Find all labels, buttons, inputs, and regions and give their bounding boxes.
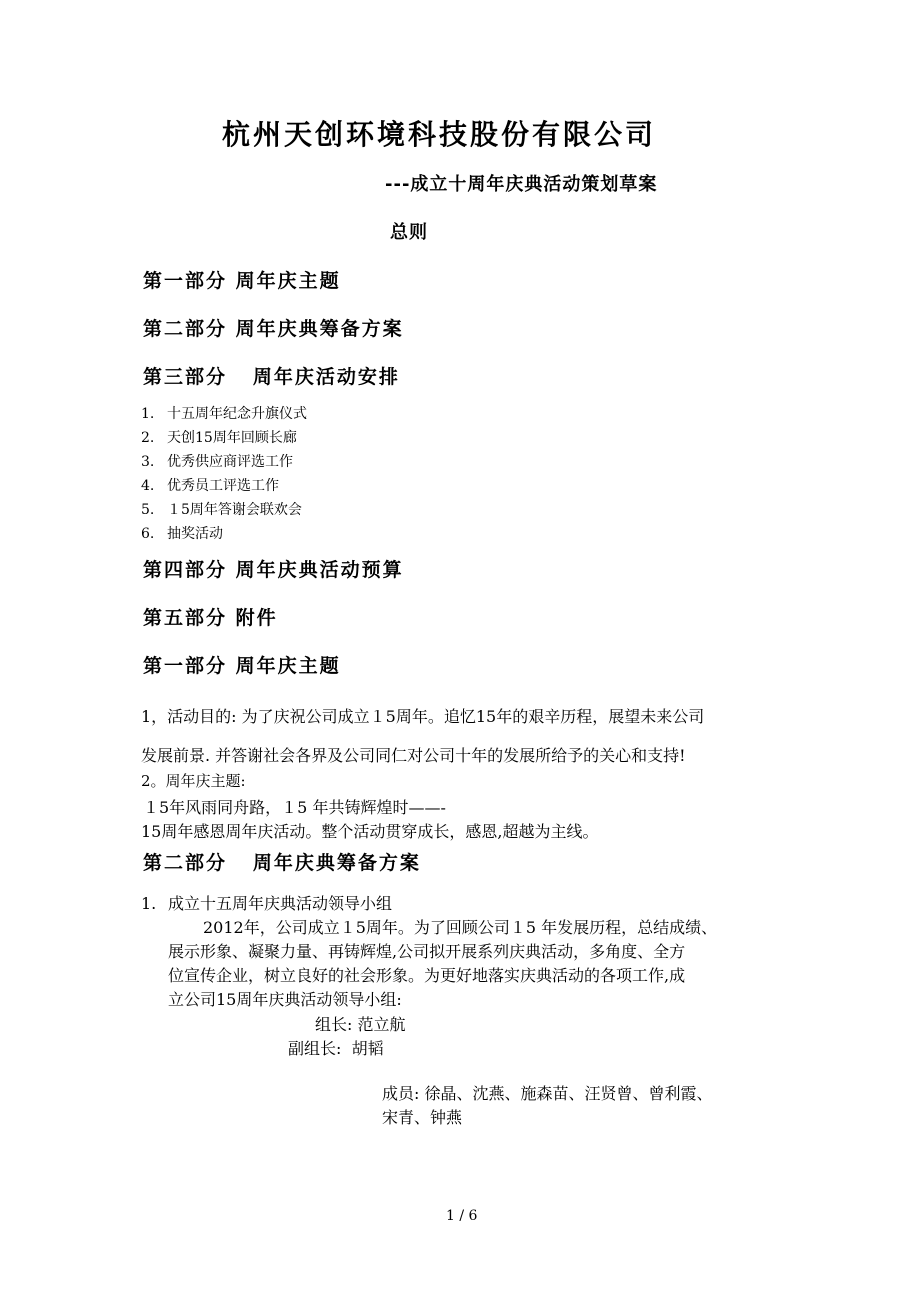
list-item-text: 优秀供应商评选工作: [167, 454, 293, 470]
list-item-number: 3.: [141, 454, 155, 470]
list-item-text: 抽奖活动: [167, 526, 223, 542]
list-item-number: 1.: [141, 406, 155, 422]
section2-item1-title: 成立十五周年庆典活动领导小组: [168, 894, 393, 913]
members-line2: 宋青、钟燕: [382, 1108, 463, 1127]
section2-heading: 第二部分 周年庆典筹备方案: [143, 852, 421, 874]
section2-item1: [141, 891, 392, 914]
list-item: [141, 403, 307, 423]
list-item-number: 6.: [141, 526, 155, 542]
toc-part2: 第二部分 周年庆典筹备方案: [143, 318, 404, 340]
section2-line: 展示形象、凝聚力量、再铸辉煌,公司拟开展系列庆典活动，多角度、全方: [168, 942, 686, 961]
deputy-leader-line: 副组长: 胡韬: [288, 1039, 384, 1058]
list-item-number: 4.: [141, 478, 155, 494]
list-item-text: 优秀员工评选工作: [167, 478, 279, 494]
list-item: [141, 499, 302, 519]
toc-part3: 第三部分 周年庆活动安排: [143, 366, 400, 388]
toc-part4: 第四部分 周年庆典活动预算: [143, 559, 404, 581]
leader-line: 组长: 范立航: [315, 1015, 406, 1034]
page-number: 1 / 6: [446, 1208, 478, 1224]
section1-paragraph3: １5年风雨同舟路，１5 年共铸辉煌时——-: [143, 798, 446, 817]
section1-heading: 第一部分 周年庆主题: [143, 655, 341, 677]
section2-item1-number: 1.: [141, 894, 157, 913]
list-item-text: 天创15周年回顾长廊: [167, 430, 297, 446]
list-item-text: 十五周年纪念升旗仪式: [167, 406, 307, 422]
document-subtitle: ---成立十周年庆典活动策划草案: [385, 174, 658, 195]
document-title: 杭州天创环境科技股份有限公司: [222, 118, 657, 151]
list-item: [141, 475, 279, 495]
list-item: [141, 523, 223, 543]
list-item-number: 2.: [141, 430, 155, 446]
section1-paragraph1-line2: 发展前景. 并答谢社会各界及公司同仁对公司十年的发展所给予的关心和支持!: [141, 746, 686, 765]
toc-part1: 第一部分 周年庆主题: [143, 270, 341, 292]
list-item-number: 5.: [141, 502, 155, 518]
section1-paragraph4: 15周年感恩周年庆活动。整个活动贯穿成长，感恩,超越为主线。: [141, 822, 599, 841]
general-heading: 总则: [390, 222, 428, 243]
members-line1: 成员: 徐晶、沈燕、施森苗、汪贤曾、曾利霞、: [382, 1084, 713, 1103]
section1-paragraph1-line1: 1，活动目的: 为了庆祝公司成立１5周年。追忆15年的艰辛历程，展望未来公司: [141, 707, 705, 726]
section2-line: 2012年，公司成立１5周年。为了回顾公司１5 年发展历程，总结成绩、: [203, 918, 718, 937]
toc-part5: 第五部分 附件: [143, 607, 278, 629]
list-item: [141, 451, 293, 471]
section2-line: 立公司15周年庆典活动领导小组:: [168, 990, 402, 1009]
section2-line: 位宣传企业，树立良好的社会形象。为更好地落实庆典活动的各项工作,成: [168, 966, 686, 985]
section1-paragraph2: 2。周年庆主题:: [141, 772, 246, 790]
list-item-text: １5周年答谢会联欢会: [167, 502, 302, 518]
list-item: [141, 427, 297, 447]
